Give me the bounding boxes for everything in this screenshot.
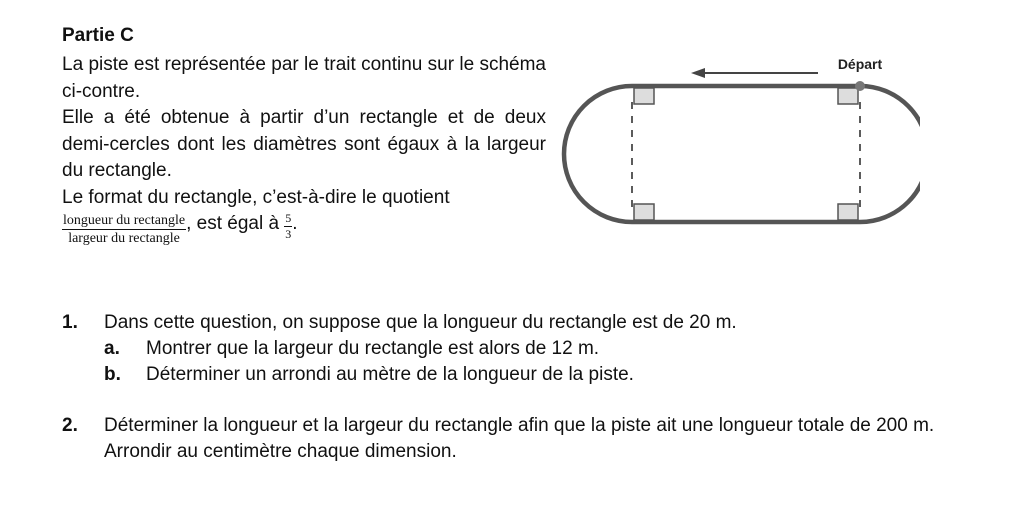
intro-paragraph — [62, 52, 546, 246]
fraction-comma: , — [186, 213, 192, 234]
start-label: Départ — [837, 56, 883, 72]
right-angle-mark-bottom-right — [838, 204, 858, 220]
section-title: Partie C — [62, 25, 134, 46]
intro-line-1: La piste est représentée par le trait continu sur le schéma ci-contre. — [62, 54, 546, 102]
questions-list — [62, 310, 962, 465]
intro-line-4 — [62, 211, 546, 246]
intro-line-2: Elle a été obtenue à partir d’un rectangle et de deux demi-cercles dont les diamètres sont égaux à la largeur du rectangle. — [62, 107, 546, 181]
question-1-text: Dans cette question, on suppose que la longueur du rectangle est de 20 m. — [104, 312, 737, 333]
question-1a-letter: a. — [104, 338, 120, 359]
question-1a — [104, 336, 962, 362]
est-egal-text: est égal à — [191, 213, 285, 234]
question-2-number: 2. — [62, 415, 78, 436]
question-1b-text: Déterminer un arrondi au mètre de la longueur de la piste. — [146, 364, 634, 385]
intro-line-3: Le format du rectangle, c’est-à-dire le quotient — [62, 186, 450, 208]
question-1b — [104, 362, 962, 388]
format-fraction — [62, 213, 186, 247]
track-outline — [564, 86, 920, 222]
right-angle-mark-top-right — [838, 88, 858, 104]
right-angle-mark-top-left — [634, 88, 654, 104]
ratio-denominator: 3 — [285, 227, 292, 241]
question-1 — [62, 310, 962, 388]
track-diagram — [560, 50, 920, 240]
fraction-numerator: longueur du rectangle — [62, 213, 186, 230]
ratio-numerator: 5 — [284, 212, 292, 227]
question-1a-text: Montrer que la largeur du rectangle est alors de 12 m. — [146, 338, 600, 359]
direction-arrow-head — [691, 68, 705, 78]
question-2 — [62, 413, 962, 465]
question-1-number: 1. — [62, 312, 78, 333]
start-point — [855, 81, 865, 91]
final-period: . — [292, 213, 298, 234]
right-angle-mark-bottom-left — [634, 204, 654, 220]
fraction-denominator: largeur du rectangle — [68, 231, 180, 246]
question-2-text: Déterminer la longueur et la largeur du rectangle afin que la piste ait une longueur totale de 200 m. Arrondir au centimètre chaque dimension. — [104, 415, 935, 462]
question-1b-letter: b. — [104, 364, 121, 385]
